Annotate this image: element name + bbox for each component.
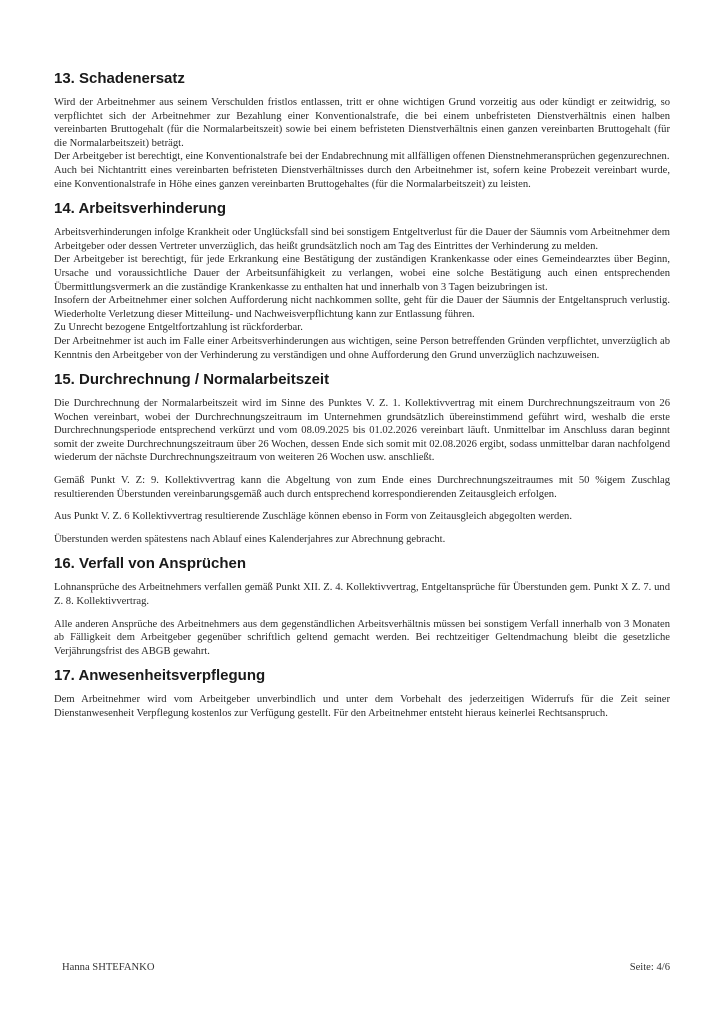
paragraph: Alle anderen Ansprüche des Arbeitnehmers aus dem gegenständlichen Arbeitsverhältnis müssen bei sonstigem Verfall innerhalb von 3 Monaten ab Fälligkeit dem Arbeitgeber gegenüber schriftlich geltend gemacht werden. Bei rechtzeitiger Geltendmachung bleibt die gesetzliche Verjährungsfrist des ABGB gewahrt. <box>54 618 670 657</box>
paragraph: Insofern der Arbeitnehmer einer solchen Aufforderung nicht nachkommen sollte, geht für die Dauer der Säumnis der Entgeltanspruch verlustig. Wiederholte Verletzung dieser Mitteilung- und Nachweisverpflichtung kann zur Entlassung führen. <box>54 295 670 320</box>
section-heading: 16. Verfall von Ansprüchen <box>54 555 247 573</box>
paragraph: Zu Unrecht bezogene Entgeltfortzahlung ist rückforderbar. <box>54 322 303 334</box>
paragraph: Aus Punkt V. Z. 6 Kollektivvertrag resultierende Zuschläge können ebenso in Form von Zeitausgleich abgegolten werden. <box>54 511 572 523</box>
paragraph: Der Arbeitnehmer ist auch im Falle einer Arbeitsverhinderungen aus wichtigen, seine Person betreffenden Gründen verpflichtet, unverzüglich ab Kenntnis den Arbeitgeber von der Verhinderung zu verständigen und ohne Aufforderung den Grund unverzüglich nachzuweisen. <box>54 335 670 361</box>
section-heading: 15. Durchrechnung / Normalarbeitszeit <box>54 371 330 389</box>
section-anwesenheitsverpflegung <box>54 667 670 720</box>
section-heading: 17. Anwesenheitsverpflegung <box>54 667 266 685</box>
footer-employee-name: Hanna SHTEFANKO <box>62 962 155 973</box>
section-schadenersatz <box>54 70 670 191</box>
document-body <box>54 70 670 730</box>
paragraph: Der Arbeitgeber ist berechtigt, für jede Erkrankung eine Bestätigung der zuständigen Krankenkasse oder eines Gemeindearztes über Beginn, Ursache und voraussichtliche Dauer der Arbeitsunfähigkeit zu verlangen, wobei eine solche Bestätigung auch einen entsprechenden Übermittlungsvermerk an die zuständige Krankenkasse zu enthalten hat und innerhalb von 3 Tagen beizubringen ist. <box>54 254 670 293</box>
footer-page-number: Seite: 4/6 <box>629 962 670 973</box>
paragraph: Wird der Arbeitnehmer aus seinem Verschulden fristlos entlassen, tritt er ohne wichtigen Grund vorzeitig aus oder kündigt er zeitwidrig, so verpflichtet sich der Arbeitnehmer zur Bezahlung einer Konventionalstrafe, die bei einem unbefristeten Dienstverhältnis einen halben vereinbarten Bruttogehalt (für die Normalarbeitszeit) sowie bei einem befristeten Dienstverhältnis einen ganzen vereinbarten Bruttogehalt (für die Normalarbeitszeit) beträgt. <box>54 97 670 149</box>
paragraph: Auch bei Nichtantritt eines vereinbarten befristeten Dienstverhältnisses durch den Arbeitnehmer ist, sofern keine Probezeit vereinbart wurde, eine Konventionalstrafe in Höhe eines ganzen vereinbarten Bruttogehaltes (für die Normalarbeitszeit) zu leisten. <box>54 164 670 190</box>
paragraph: Die Durchrechnung der Normalarbeitszeit wird im Sinne des Punktes V. Z. 1. Kollektivvertrag mit einem Durchrechnungszeitraum von 26 Wochen vereinbart, wobei der Durchrechnungszeitraum im Unternehmen grundsätzlich übereinstimmend geführt wird, weshalb die erste Durchrechnungsperiode entsprechend verkürzt und vom 08.09.2025 bis 01.02.2026 vereinbart läuft. Unmittelbar im Anschluss daran beginnt somit der zweite Durchrechnungszeitraum über 26 Wochen, dessen Ende sich somit mit 02.08.2026 ergibt, sodass unmittelbar daran nachfolgend wiederum der nächste Durchrechnungszeitraum von weiteren 26 Wochen usw. anschließt. <box>54 398 670 464</box>
section-durchrechnung <box>54 371 670 546</box>
paragraph: Lohnansprüche des Arbeitnehmers verfallen gemäß Punkt XII. Z. 4. Kollektivvertrag, Entgeltansprüche für Überstunden gem. Punkt X Z. 7. und Z. 8. Kollektivvertrag. <box>54 582 670 608</box>
paragraph: Arbeitsverhinderungen infolge Krankheit oder Unglücksfall sind bei sonstigem Entgeltverlust für die Dauer der Säumnis vom Arbeitnehmer dem Arbeitgeber oder dessen Vertreter unverzüglich, das heißt grundsätzlich noch am Tag des Eintrittes der Verhinderung zu melden. <box>54 227 670 252</box>
paragraph: Gemäß Punkt V. Z: 9. Kollektivvertrag kann die Abgeltung von zum Ende eines Durchrechnungszeitraumes mit 50 %igem Zuschlag resultierenden Überstunden vereinbarungsgemäß auch durch entsprechend korrespondierenden Zeitausgleich erfolgen. <box>54 475 670 500</box>
paragraph: Dem Arbeitnehmer wird vom Arbeitgeber unverbindlich und unter dem Vorbehalt des jederzeitigen Widerrufs für die Zeit seiner Dienstanwesenheit Verpflegung kostenlos zur Verfügung gestellt. Für den Arbeitnehmer entsteht hieraus keinerlei Rechtsanspruch. <box>54 694 670 719</box>
section-arbeitsverhinderung <box>54 200 670 362</box>
section-heading: 14. Arbeitsverhinderung <box>54 200 226 218</box>
section-heading: 13. Schadenersatz <box>54 70 185 87</box>
section-verfall <box>54 555 670 658</box>
paragraph: Überstunden werden spätestens nach Ablauf eines Kalenderjahres zur Abrechnung gebracht. <box>54 533 446 545</box>
paragraph: Der Arbeitgeber ist berechtigt, eine Konventionalstrafe bei der Endabrechnung mit allfälligen offenen Dienstnehmeransprüchen gegenzurechnen. <box>54 151 670 163</box>
